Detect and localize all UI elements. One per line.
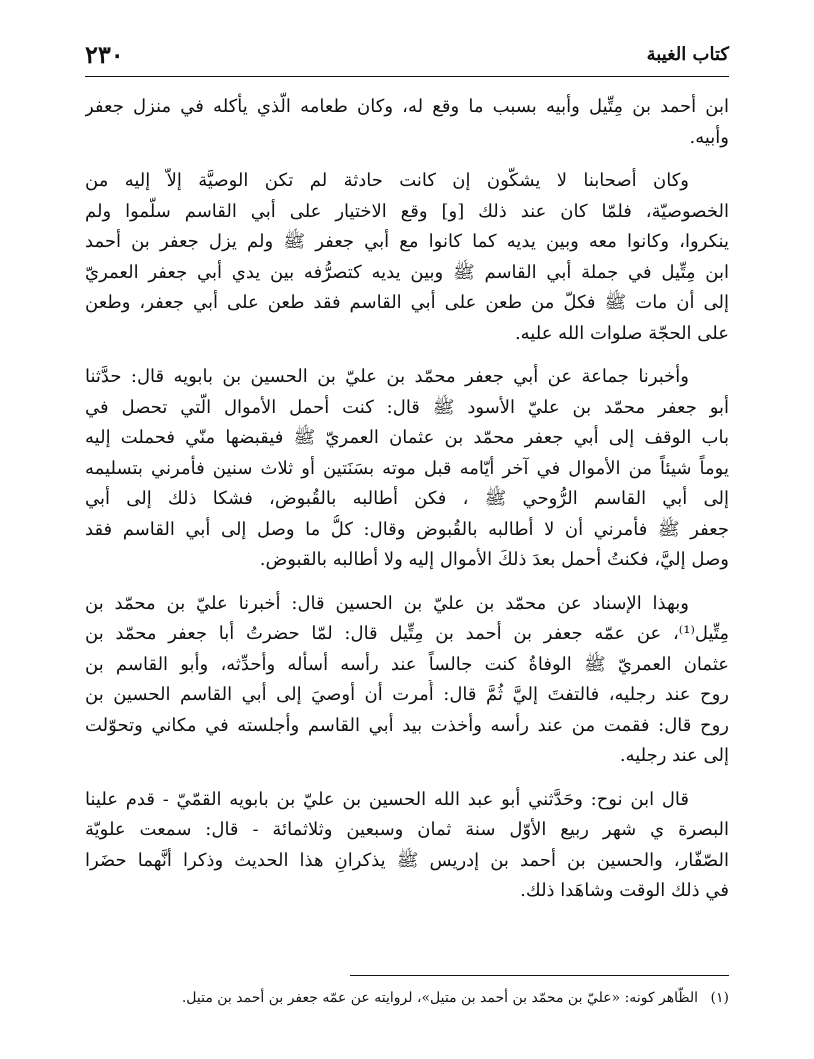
footnote-text: الظّاهر كونه: «عليّ بن محمّد بن أحمد بن متيل»، لروايته عن عمّه جعفر بن أحمد بن متيل. bbox=[181, 990, 699, 1006]
text-line: في ذلك الوقت وشاهَدا ذلك. bbox=[520, 880, 729, 901]
text-line: وأبيه. bbox=[689, 126, 729, 148]
text-line: روح عند رجليه، فالتفتَ إليَّ ثُمَّ قال: أُمرت أن أوصيَ إلى أبي القاسم الحسين بن bbox=[85, 684, 729, 705]
paragraph-3 bbox=[85, 362, 729, 576]
text-line: روح قال: فقمت من عند رأسه وأخذت بيد أبي القاسم وأجلسته في مكاني وتحوّلت bbox=[85, 714, 729, 736]
text-line: البصرة ي شهر ربيع الأوّل سنة ثمان وسبعين وثلاثمائة - قال: سمعت علويّة bbox=[85, 819, 729, 840]
text-line: الخصوصيّة، فلمّا كان عند ذلك [و] وقع الاختيار على أبي القاسم سلّموا ولم bbox=[85, 200, 729, 222]
page-header bbox=[85, 36, 729, 77]
text-line: إلى عند رجليه. bbox=[619, 745, 729, 766]
text-line: الصّفّار، والحسين بن أحمد بن إدريس ﷺ يذكرانِ هذا الحديث وذكرا أنَّهما حضَرا bbox=[85, 849, 729, 871]
footnote-number: (١) bbox=[710, 990, 729, 1006]
text-line: ابن أحمد بن مِتِّيل وأبيه بسبب ما وقع له، وكان طعامه الَّذي يأكله في منزل جعفر bbox=[85, 96, 729, 117]
paragraph-2 bbox=[85, 166, 729, 349]
footnote-separator bbox=[350, 975, 729, 976]
text-line: إلى أن مات ﷺ فكلّ من طعن على أبي القاسم فقد طعن على أبي جعفر، وطعن bbox=[85, 292, 729, 313]
paragraph-4 bbox=[85, 589, 729, 772]
footnote bbox=[85, 985, 729, 1011]
text-line: مِتِّيل⁽¹⁾، عن عمّه جعفر بن أحمد بن مِتِّيل قال: لمّا حضرتُ أبا جعفر محمّد بن bbox=[85, 623, 729, 644]
paragraph-1 bbox=[85, 92, 729, 153]
text-line: يوماً شيئاً من الأموال في آخر أيّامه قبل موته بسَنَتين أو ثلاث سنين فأمرني بتسليمه bbox=[85, 457, 729, 479]
text-line: إلى أبي القاسم الرُّوحي ﷺ ، فكن أطالبه بالقُبوض، فشكا ذلك إلى أبي bbox=[85, 488, 729, 509]
text-line: قال ابن نوح: وحَدَّثني أبو عبد الله الحسين بن عليّ بن بابويه القمّيّ - قدم علينا bbox=[85, 788, 689, 810]
text-line: عثمان العمريّ ﷺ الوفاةُ كنت جالساً عند رأسه أسأله وأحدِّثه، وأبو القاسم بن bbox=[85, 653, 729, 675]
text-line: وأخبرنا جماعة عن أبي جعفر محمّد بن عليّ بن الحسين بن بابويه قال: حدَّثنا bbox=[85, 366, 689, 387]
text-line: وكان أصحابنا لا يشكّون إن كانت حادثة لم تكن الوصيَّة إلاّ إليه من bbox=[85, 170, 689, 191]
text-line: ابن مِتِّيل في جملة أبي القاسم ﷺ وبين يديه كتصرُّفه بين يدي أبي جعفر العمريّ bbox=[85, 261, 729, 283]
text-line: وبهذا الإسناد عن محمّد بن عليّ بن الحسين قال: أخبرنا عليّ بن محمّد بن bbox=[85, 592, 689, 614]
body-text bbox=[85, 92, 729, 907]
page-number: ٢٣٠ bbox=[85, 40, 124, 69]
text-line: باب الوقف إلى أبي جعفر محمّد بن عثمان العمريّ ﷺ فيقبضها منّي فحملت إليه bbox=[85, 427, 729, 448]
text-line: ينكروا، وكانوا معه وبين يديه كما كانوا مع أبي جعفر ﷺ ولم يزل جعفر بن أحمد bbox=[85, 231, 729, 252]
text-line: جعفر ﷺ فأمرني أن لا أطالبه بالقُبوض وقال: كلُّ ما وصل إلى أبي القاسم فقد bbox=[85, 518, 729, 540]
text-line: أبو جعفر محمّد بن عليّ الأسود ﷺ قال: كنت أحمل الأموال الَّتي تحصل في bbox=[85, 396, 729, 418]
running-title: كتاب الغيبة bbox=[646, 44, 729, 65]
text-line: وصل إليَّ، فكنتُ أحمل بعدَ ذلكَ الأموال إليه ولا أطالبه بالقبوض. bbox=[259, 549, 729, 570]
text-line: على الحجّة صلوات الله عليه. bbox=[514, 322, 729, 344]
paragraph-5 bbox=[85, 785, 729, 907]
